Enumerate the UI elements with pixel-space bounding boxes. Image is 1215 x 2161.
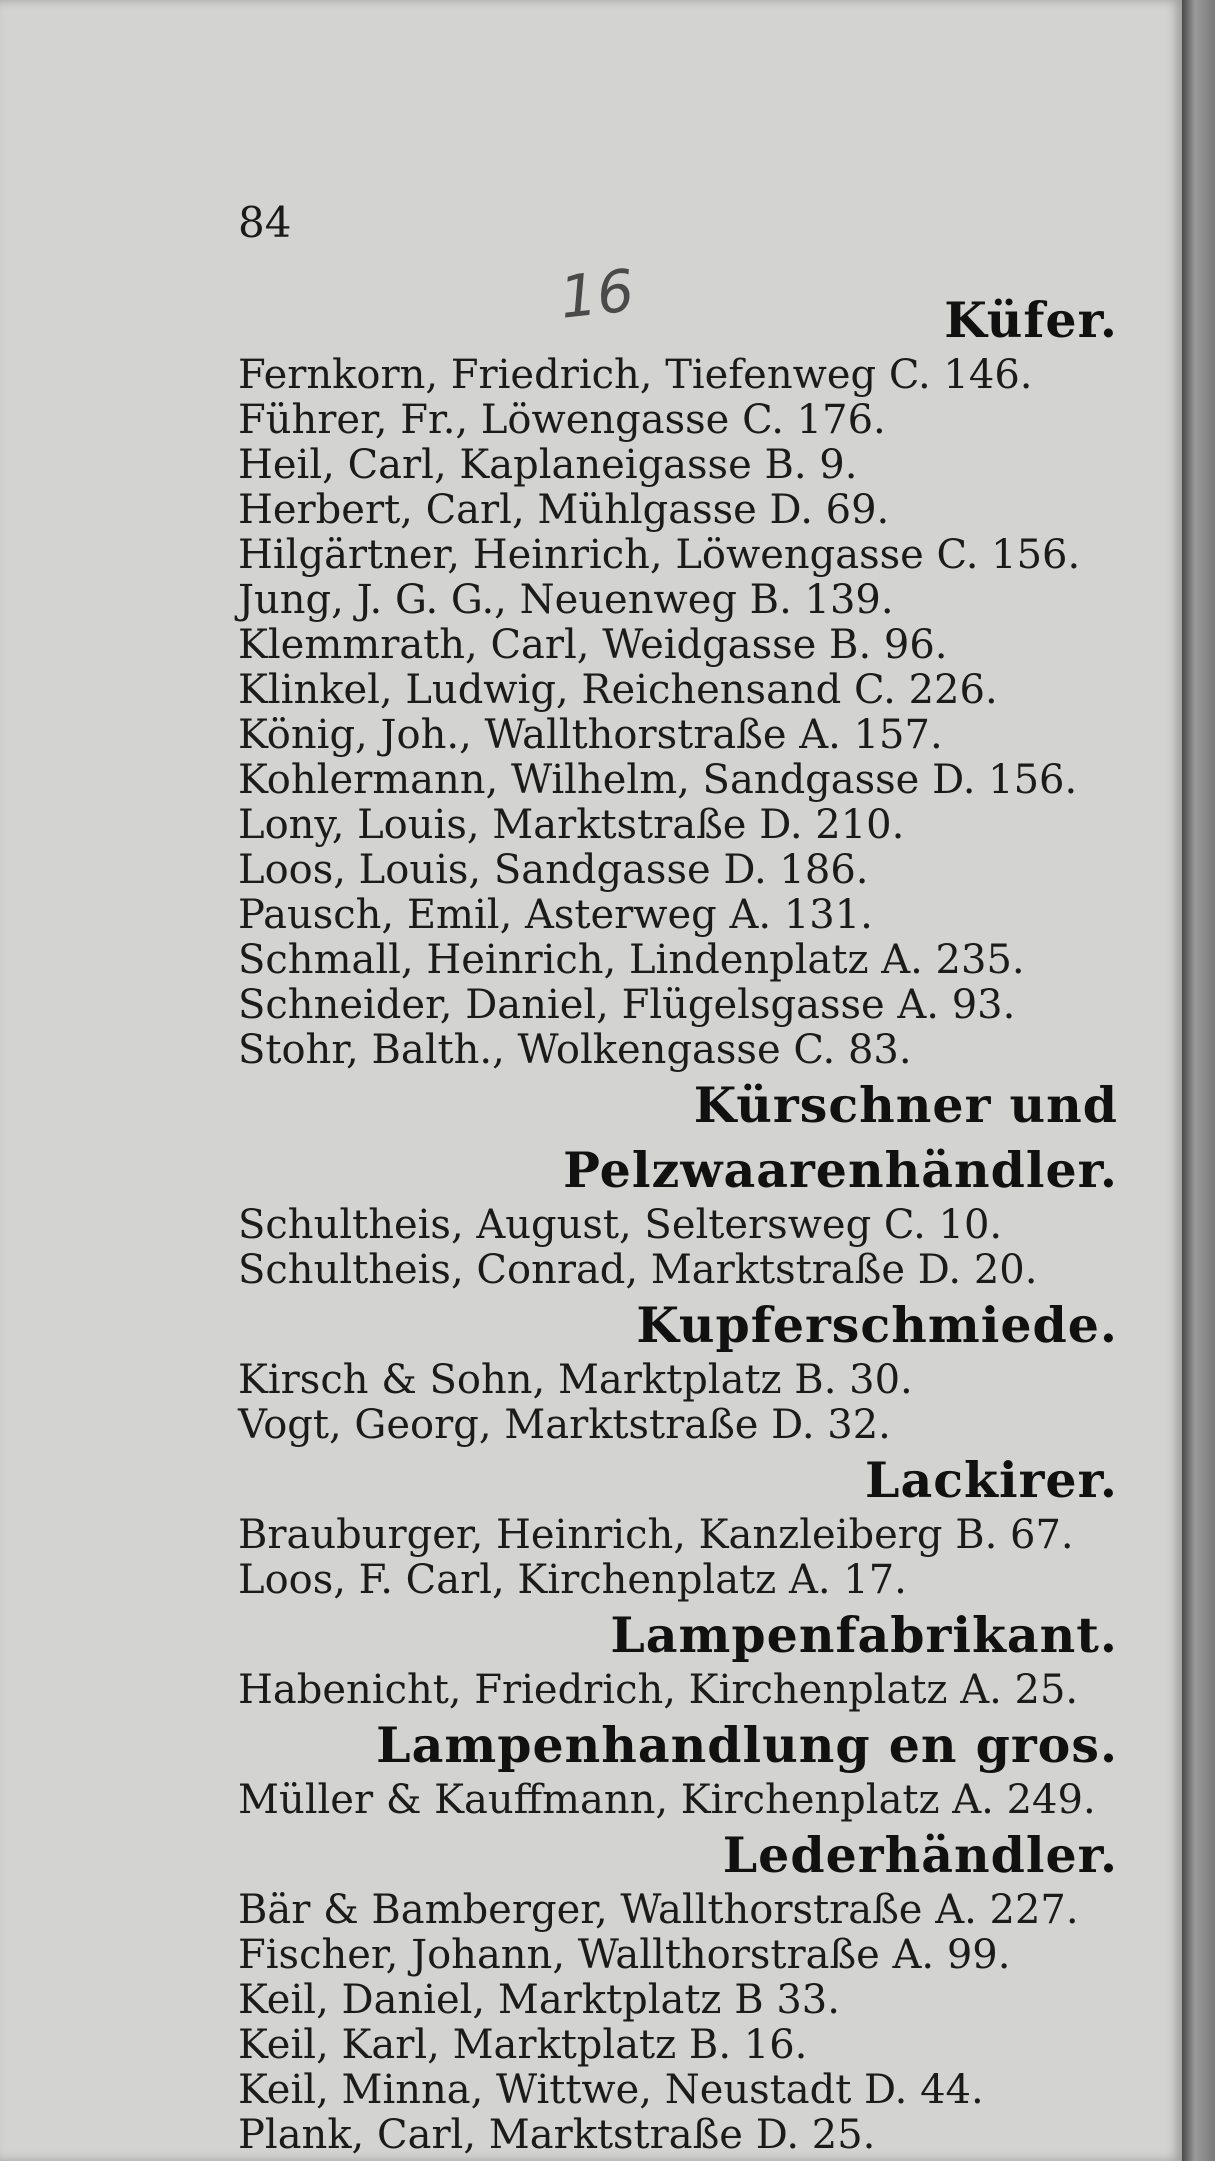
directory-entry: Loos, Louis, Sandgasse D. 186. [238, 847, 869, 893]
directory-entry: Keil, Daniel, Marktplatz B 33. [238, 1977, 840, 2023]
section-heading: Kürschner und Pelzwaarenhändler. [563, 1076, 1118, 1199]
directory-entry: Müller & Kauffmann, Kirchenplatz A. 249. [238, 1777, 1096, 1823]
directory-entry: Klemmrath, Carl, Weidgasse B. 96. [238, 622, 948, 668]
directory-entry: Führer, Fr., Löwengasse C. 176. [238, 397, 886, 443]
pencil-annotation: 16 [556, 256, 638, 332]
directory-entry: König, Joh., Wallthorstraße A. 157. [238, 712, 943, 758]
directory-entry: Brauburger, Heinrich, Kanzleiberg B. 67. [238, 1512, 1074, 1558]
directory-listing [238, 288, 1118, 2158]
directory-entry: Stohr, Balth., Wolkengasse C. 83. [238, 1027, 912, 1073]
directory-entry: Schmall, Heinrich, Lindenplatz A. 235. [238, 937, 1025, 983]
directory-entry: Hilgärtner, Heinrich, Löwengasse C. 156. [238, 532, 1081, 578]
directory-entry: Fischer, Johann, Wallthorstraße A. 99. [238, 1932, 1011, 1978]
page-number: 84 [238, 198, 292, 247]
directory-entry: Schultheis, August, Seltersweg C. 10. [238, 1202, 1003, 1248]
section-heading: Lampenfabrikant. [610, 1606, 1118, 1664]
directory-entry: Jung, J. G. G., Neuenweg B. 139. [238, 577, 894, 623]
directory-entry: Loos, F. Carl, Kirchenplatz A. 17. [238, 1557, 907, 1603]
directory-entry: Heil, Carl, Kaplaneigasse B. 9. [238, 442, 858, 488]
section-heading: Lampenhandlung en gros. [376, 1716, 1118, 1774]
directory-entry: Vogt, Georg, Marktstraße D. 32. [238, 1402, 891, 1448]
book-edge [1182, 0, 1215, 2161]
directory-entry: Fernkorn, Friedrich, Tiefenweg C. 146. [238, 352, 1033, 398]
directory-entry: Klinkel, Ludwig, Reichensand C. 226. [238, 667, 998, 713]
directory-entry: Schneider, Daniel, Flügelsgasse A. 93. [238, 982, 1016, 1028]
section-heading: Kupferschmiede. [636, 1296, 1118, 1354]
section-heading: Lederhändler. [722, 1826, 1118, 1884]
directory-entry: Kirsch & Sohn, Marktplatz B. 30. [238, 1357, 913, 1403]
directory-entry: Lony, Louis, Marktstraße D. 210. [238, 802, 905, 848]
directory-entry: Keil, Karl, Marktplatz B. 16. [238, 2022, 808, 2068]
directory-entry: Pausch, Emil, Asterweg A. 131. [238, 892, 873, 938]
directory-entry: Kohlermann, Wilhelm, Sandgasse D. 156. [238, 757, 1078, 803]
section-heading: Lackirer. [865, 1451, 1118, 1509]
directory-entry: Herbert, Carl, Mühlgasse D. 69. [238, 487, 890, 533]
directory-entry: Bär & Bamberger, Wallthorstraße A. 227. [238, 1887, 1079, 1933]
directory-entry: Schultheis, Conrad, Marktstraße D. 20. [238, 1247, 1038, 1293]
section-heading: Küfer. [944, 291, 1118, 349]
directory-entry: Plank, Carl, Marktstraße D. 25. [238, 2112, 876, 2158]
directory-entry: Keil, Minna, Wittwe, Neustadt D. 44. [238, 2067, 984, 2113]
directory-entry: Habenicht, Friedrich, Kirchenplatz A. 25. [238, 1667, 1079, 1713]
